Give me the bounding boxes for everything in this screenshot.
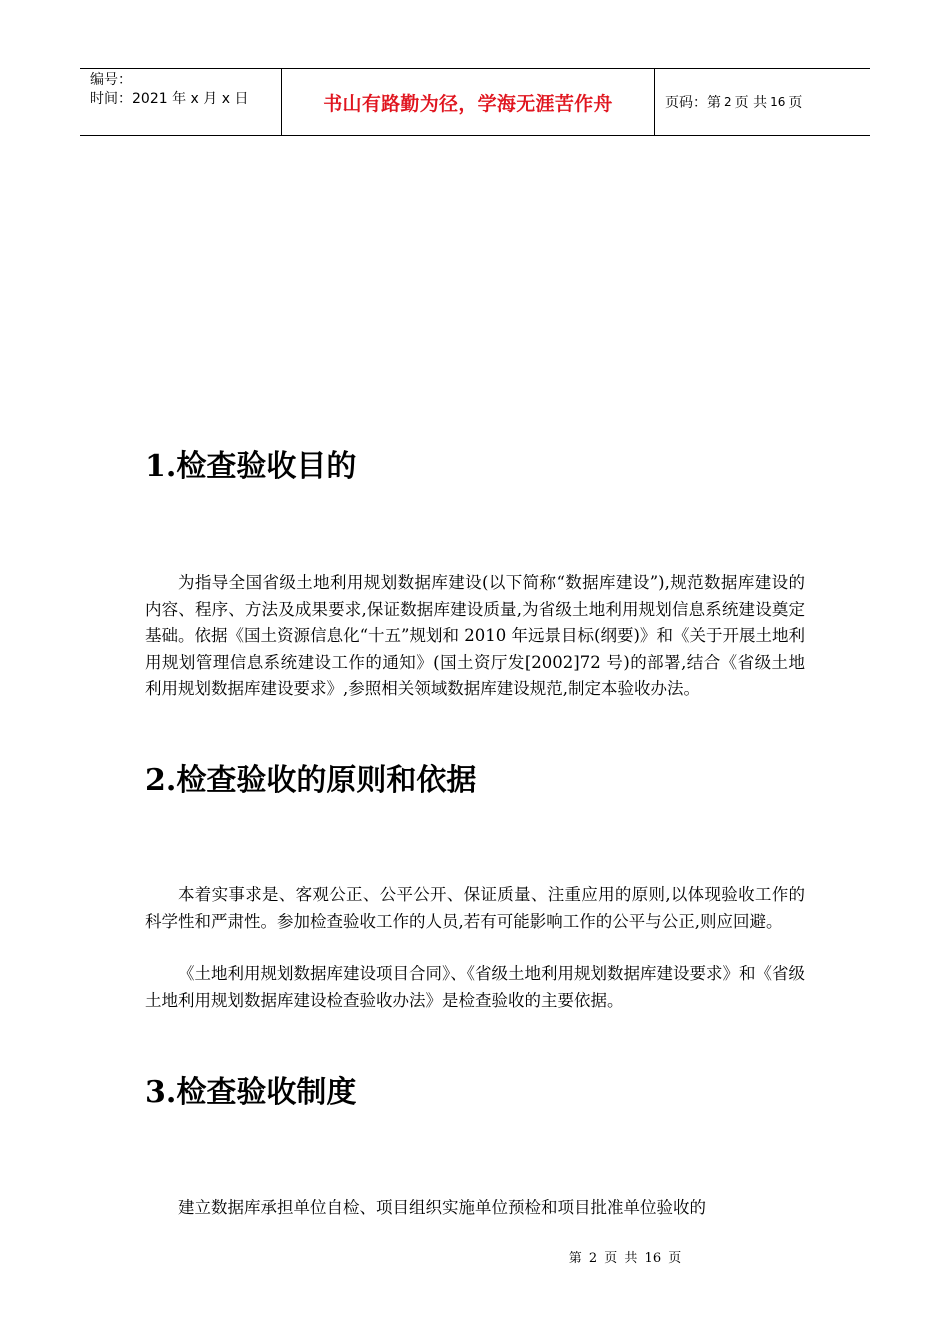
section-3-paragraph-1: 建立数据库承担单位自检、项目组织实施单位预检和项目批准单位验收的 (178, 1198, 706, 1217)
page-current: 2 (724, 95, 732, 109)
section-2-paragraph-1: 本着实事求是、客观公正、公平公开、保证质量、注重应用的原则,以体现验收工作的科学性和严肃性。参加检查验收工作的人员,若有可能影响工作的公平与公正,则应回避。 (145, 885, 805, 931)
section-1-paragraph-1: 为指导全国省级土地利用规划数据库建设(以下简称“数据库建设”),规范数据库建设的内容、程序、方法及成果要求,保证数据库建设质量,为省级土地利用规划信息系统建设奠定基础。依据《国土资源信息化“十五”规划和 2010 年远景目标(纲要)》和《关于开展土地利用规划管理信息系统建设工作的通知》(国土资厅发[2002]72 号)的部署,结合《省级土地利用规划数据库建设要求》,参照相关领域数据库建设规范,制定本验收办法。 (145, 573, 805, 698)
page-total: 16 (770, 95, 786, 109)
page-mid: 页 共 (734, 95, 768, 111)
header-page-info (655, 69, 870, 135)
section-heading-3: 3.检查验收制度 (145, 1075, 357, 1110)
header-motto: 书山有路勤为径，学海无涯苦作舟 (282, 69, 655, 135)
page-suffix: 页 (788, 95, 803, 111)
page-prefix: 页码：第 (665, 95, 721, 111)
time-label: 时间：2021 年 x 月 x 日 (90, 91, 249, 107)
serial-label: 编号： (90, 72, 132, 88)
header-meta (80, 69, 282, 135)
section-heading-1: 1.检查验收目的 (145, 449, 357, 484)
section-2-paragraph-2: 《土地利用规划数据库建设项目合同》、《省级土地利用规划数据库建设要求》和《省级土地利用规划数据库建设检查验收办法》是检查验收的主要依据。 (145, 964, 805, 1010)
page-header (80, 68, 870, 136)
page-footer: 第 2 页 共 16 页 (568, 1251, 682, 1266)
section-heading-2: 2.检查验收的原则和依据 (145, 763, 477, 798)
